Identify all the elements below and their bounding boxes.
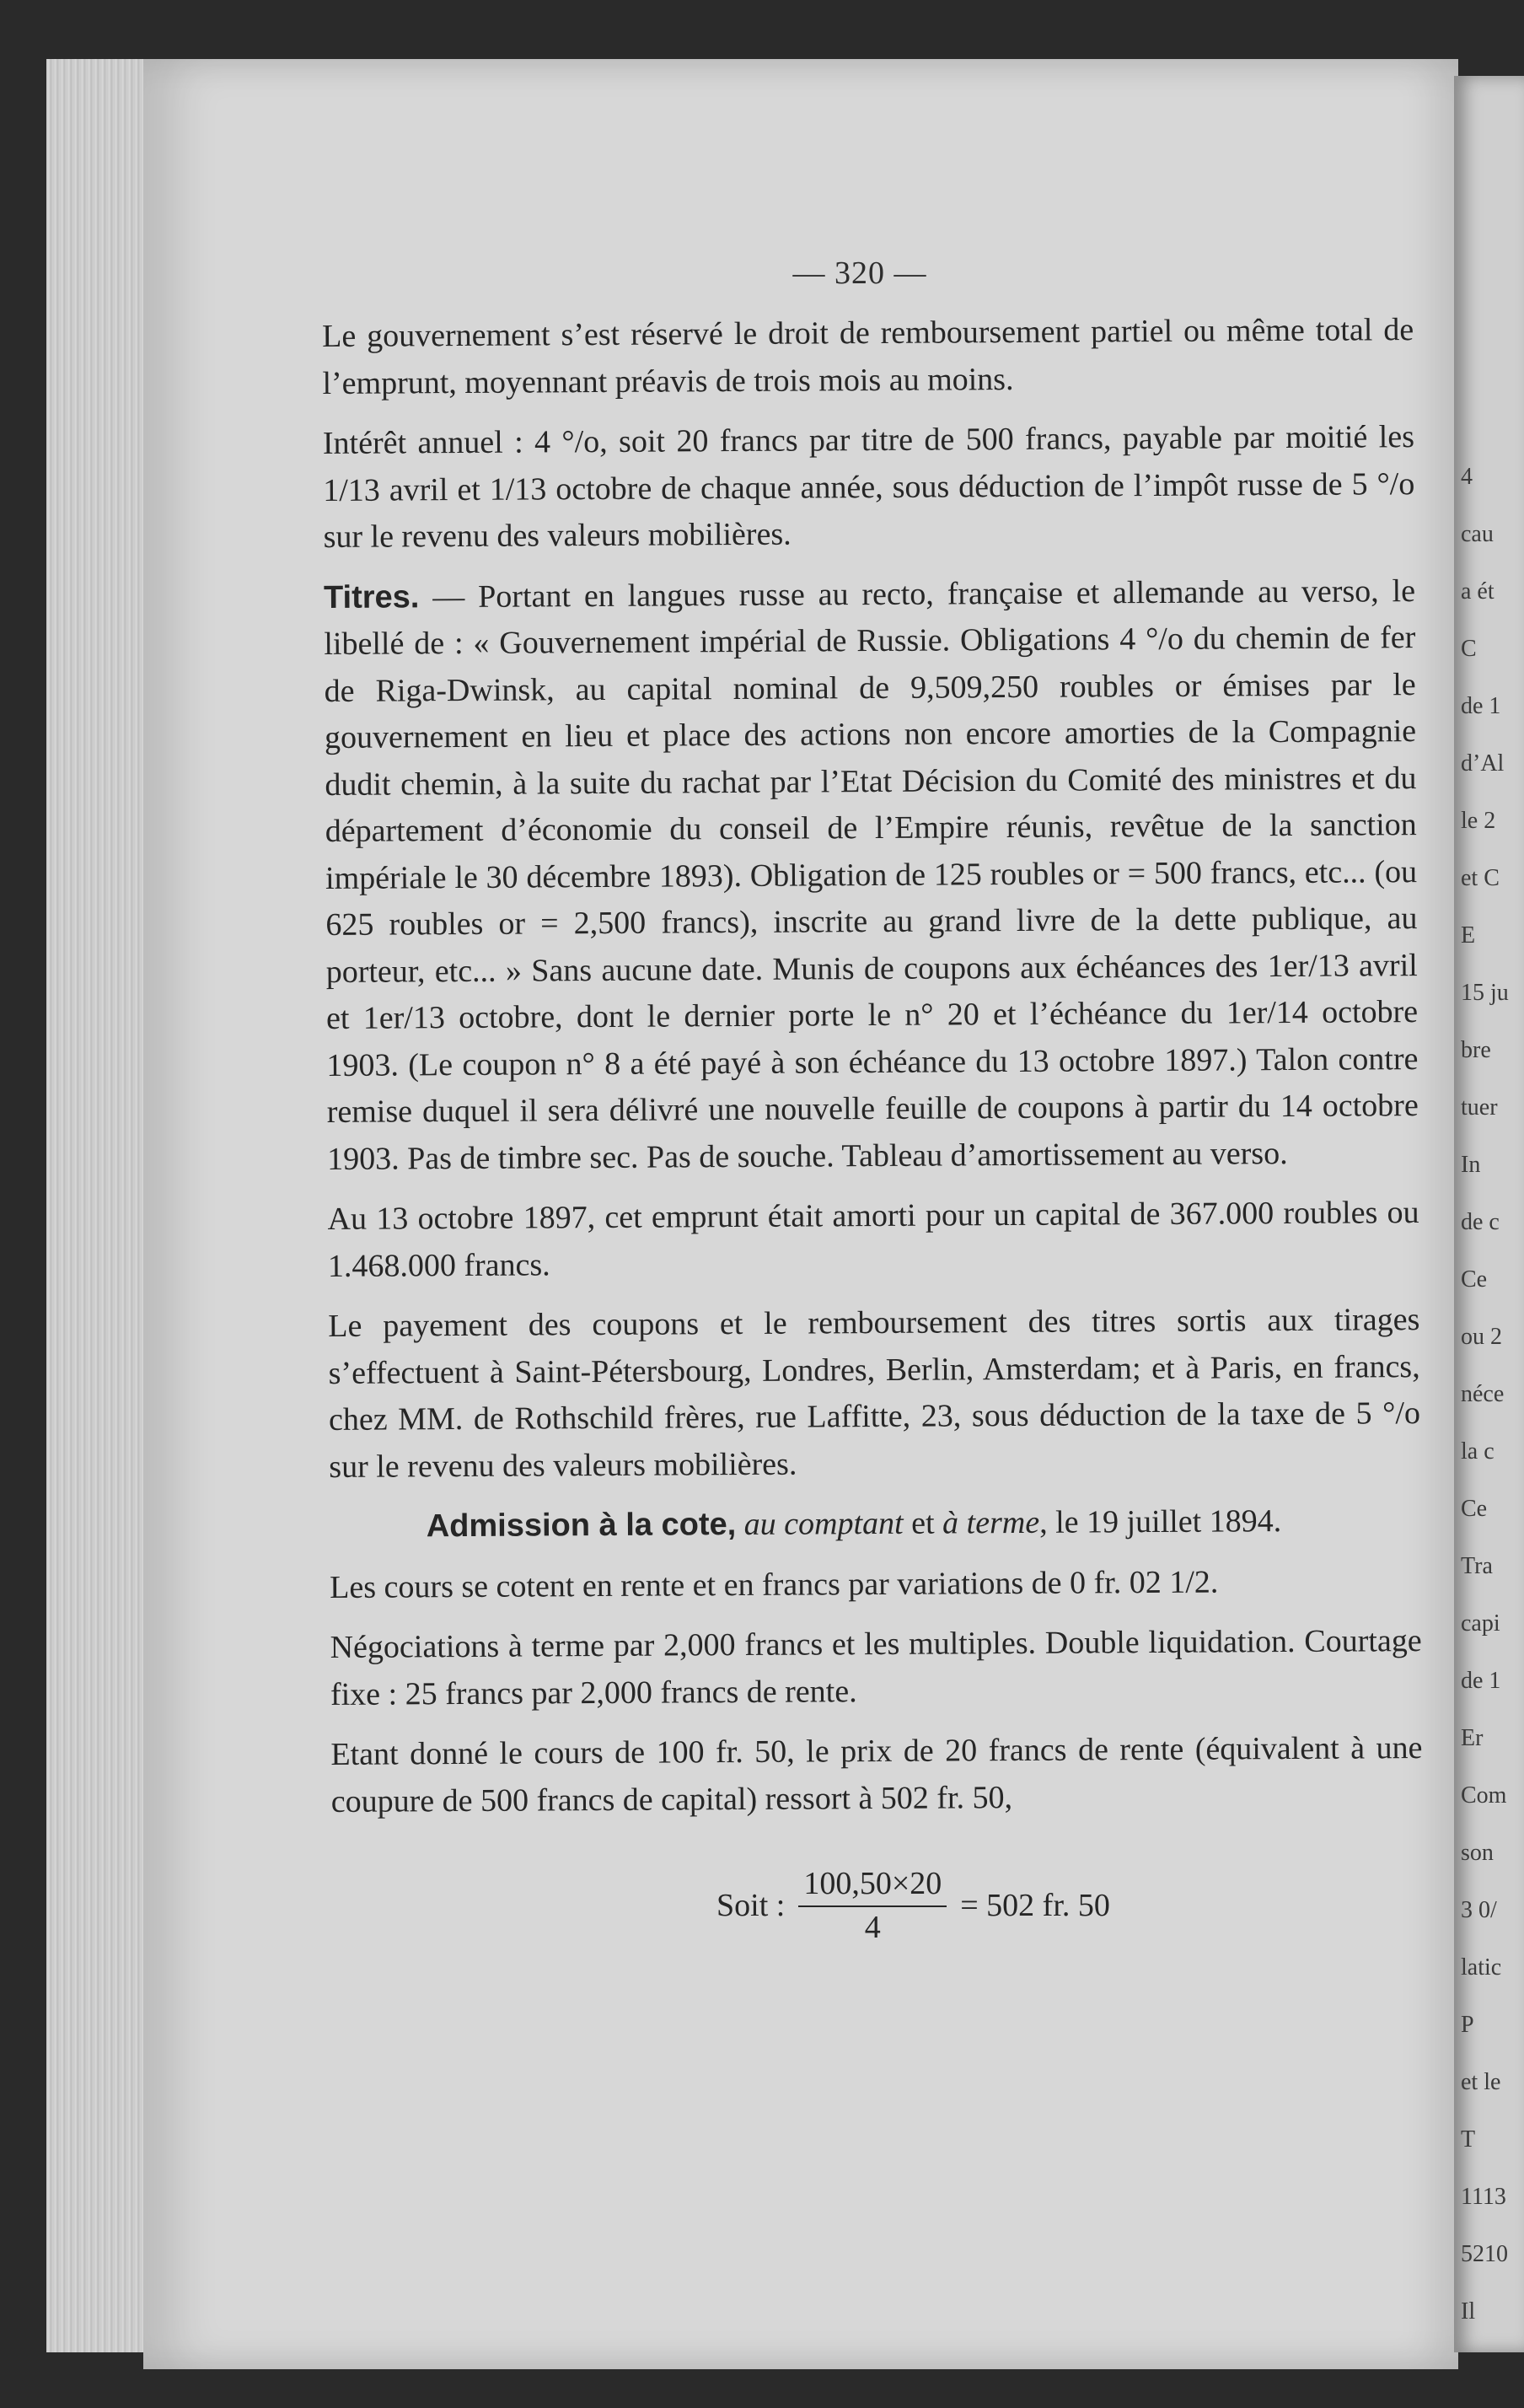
formula-result: = 502 fr. 50 (960, 1888, 1110, 1923)
titres-text: — Portant en langues russe au recto, française et allemande au verso, le libellé de : « Gouvernement impérial de Russie. Obligations 4 °/o du chemin de fer de Riga-Dwinsk, au capital nominal de 9,509,250 roubles or émises par le gouvernement en lieu et place des actions non encore amorties de la Compagnie dudit chemin, à la suite du rachat par l’Etat Décision du Comité des ministres et du département d’économie du conseil de l’Empire réunis, revêtue de la sanction impériale le 30 décembre 1893). Obligation de 125 roubles or = 500 francs, etc... (ou 625 roubles or = 2,500 francs), inscrite au grand livre de la dette publique, au porteur, etc... » Sans aucune date. Munis de coupons aux échéances des 1er/13 avril et 1er/13 octobre, dont le dernier porte le n° 20 et l’échéance du 1er/14 octobre 1903. (Le coupon n° 8 a été payé à son échéance du 13 octobre 1897.) Talon contre remise duquel il sera délivré une nouvelle feuille de coupons à partir du 14 octobre 1903. Pas de timbre sec. Pas de souche. Tableau d’amortissement au verso. (324, 572, 1419, 1177)
facing-page-text-fragment: bre (1461, 1037, 1491, 1063)
paragraph-admission (330, 1497, 1421, 1551)
admission-mid: et (903, 1505, 943, 1541)
paragraph-amortization: Au 13 octobre 1897, cet emprunt était amorti pour un capital de 367.000 roubles ou 1.468.000 francs. (327, 1195, 1419, 1284)
paragraph-price: Etant donné le cours de 100 fr. 50, le prix de 20 francs de rente (équivalent à une coupure de 500 francs de capital) ressort à 502 fr. 50, (330, 1730, 1423, 1819)
facing-page-text-fragment: capi (1461, 1610, 1500, 1637)
paragraph-negotiations: Négociations à terme par 2,000 francs et les multiples. Double liquidation. Courtage fixe : 25 francs par 2,000 francs de rente. (330, 1623, 1422, 1712)
facing-page-text-fragment: 4 (1461, 464, 1473, 490)
facing-page-text-fragment: Ce (1461, 1266, 1488, 1293)
facing-page-text-fragment: tuer (1461, 1094, 1498, 1121)
price-formula (716, 1859, 1110, 1952)
page-body (322, 307, 1423, 1839)
facing-page-text-fragment: son (1461, 1840, 1494, 1866)
book-page-edges (46, 59, 156, 2352)
facing-page-text-fragment: T (1461, 2126, 1476, 2153)
paragraph-interest: Intérêt annuel : 4 °/o, soit 20 francs par titre de 500 francs, payable par moitié les 1/13 avril et 1/13 octobre de chaque année, sous déduction de l’impôt russe de 5 °/o sur le revenu des valeurs mobilières. (322, 419, 1415, 555)
paragraph-payment: Le payement des coupons et le remboursement des titres sortis aux tirages s’effectuent à Saint-Pétersbourg, Londres, Berlin, Amsterdam; et à Paris, en francs, chez MM. de Rothschild frères, rue Laffitte, 23, sous déduction de la taxe de 5 °/o sur le revenu des valeurs mobilières. (328, 1302, 1421, 1485)
paragraph-titres (324, 568, 1419, 1183)
facing-page-text-fragment: 1113 (1461, 2184, 1506, 2210)
facing-page-text-fragment: 5210 (1461, 2241, 1508, 2267)
facing-page-text-fragment: d’Al (1461, 750, 1505, 777)
formula-fraction (798, 1865, 947, 1946)
facing-page-text-fragment: Tra (1461, 1553, 1493, 1579)
facing-page-text-fragment: latic (1461, 1954, 1502, 1981)
facing-page-text-fragment: C (1461, 636, 1477, 662)
facing-page-text-fragment: cau (1461, 521, 1494, 547)
facing-page-text-fragment: de 1 (1461, 1668, 1501, 1694)
facing-page-text-fragment: ou 2 (1461, 1324, 1502, 1350)
facing-page-text-fragment: et C (1461, 865, 1500, 891)
formula-numerator: 100,50×20 (798, 1865, 947, 1907)
facing-page-text-fragment: de c (1461, 1209, 1500, 1235)
admission-heading: Admission à la cote, (426, 1507, 737, 1545)
facing-page-text-fragment: Er (1461, 1725, 1484, 1751)
formula-label: Soit : (716, 1888, 786, 1923)
facing-page-text-fragment: Com (1461, 1782, 1507, 1809)
facing-page-text-fragment: In (1461, 1152, 1481, 1178)
facing-page-text-fragment: néce (1461, 1381, 1505, 1407)
formula-denominator: 4 (864, 1910, 881, 1945)
facing-page-text-fragment: E (1461, 922, 1476, 949)
admission-tail: , le 19 juillet 1894. (1039, 1503, 1282, 1540)
facing-page-text-fragment: a ét (1461, 578, 1494, 605)
facing-page-text-fragment: Il (1461, 2298, 1476, 2325)
facing-page-text-fragment: la c (1461, 1438, 1494, 1465)
titres-heading: Titres. (323, 578, 420, 615)
facing-page-text-fragment: Ce (1461, 1496, 1488, 1522)
admission-italic-terme: à terme (942, 1504, 1040, 1541)
facing-page-text-fragment: P (1461, 2012, 1474, 2038)
paragraph-quotes: Les cours se cotent en rente et en francs par variations de 0 fr. 02 1/2. (330, 1564, 1219, 1605)
facing-page-text-fragment: 15 ju (1461, 980, 1509, 1006)
facing-page-text-fragment: le 2 (1461, 808, 1496, 834)
facing-page-text-fragment: et le (1461, 2069, 1501, 2095)
admission-italic-comptant: au comptant (743, 1505, 904, 1542)
facing-page-fragment (1454, 76, 1524, 2352)
page-number: — 320 — (792, 255, 927, 291)
facing-page-text-fragment: de 1 (1461, 693, 1501, 719)
facing-page-text-fragment: 3 0/ (1461, 1897, 1497, 1923)
paragraph-reimbursement: Le gouvernement s’est réservé le droit de remboursement partiel ou même total de l’emprunt, moyennant préavis de trois mois au moins. (322, 312, 1414, 401)
